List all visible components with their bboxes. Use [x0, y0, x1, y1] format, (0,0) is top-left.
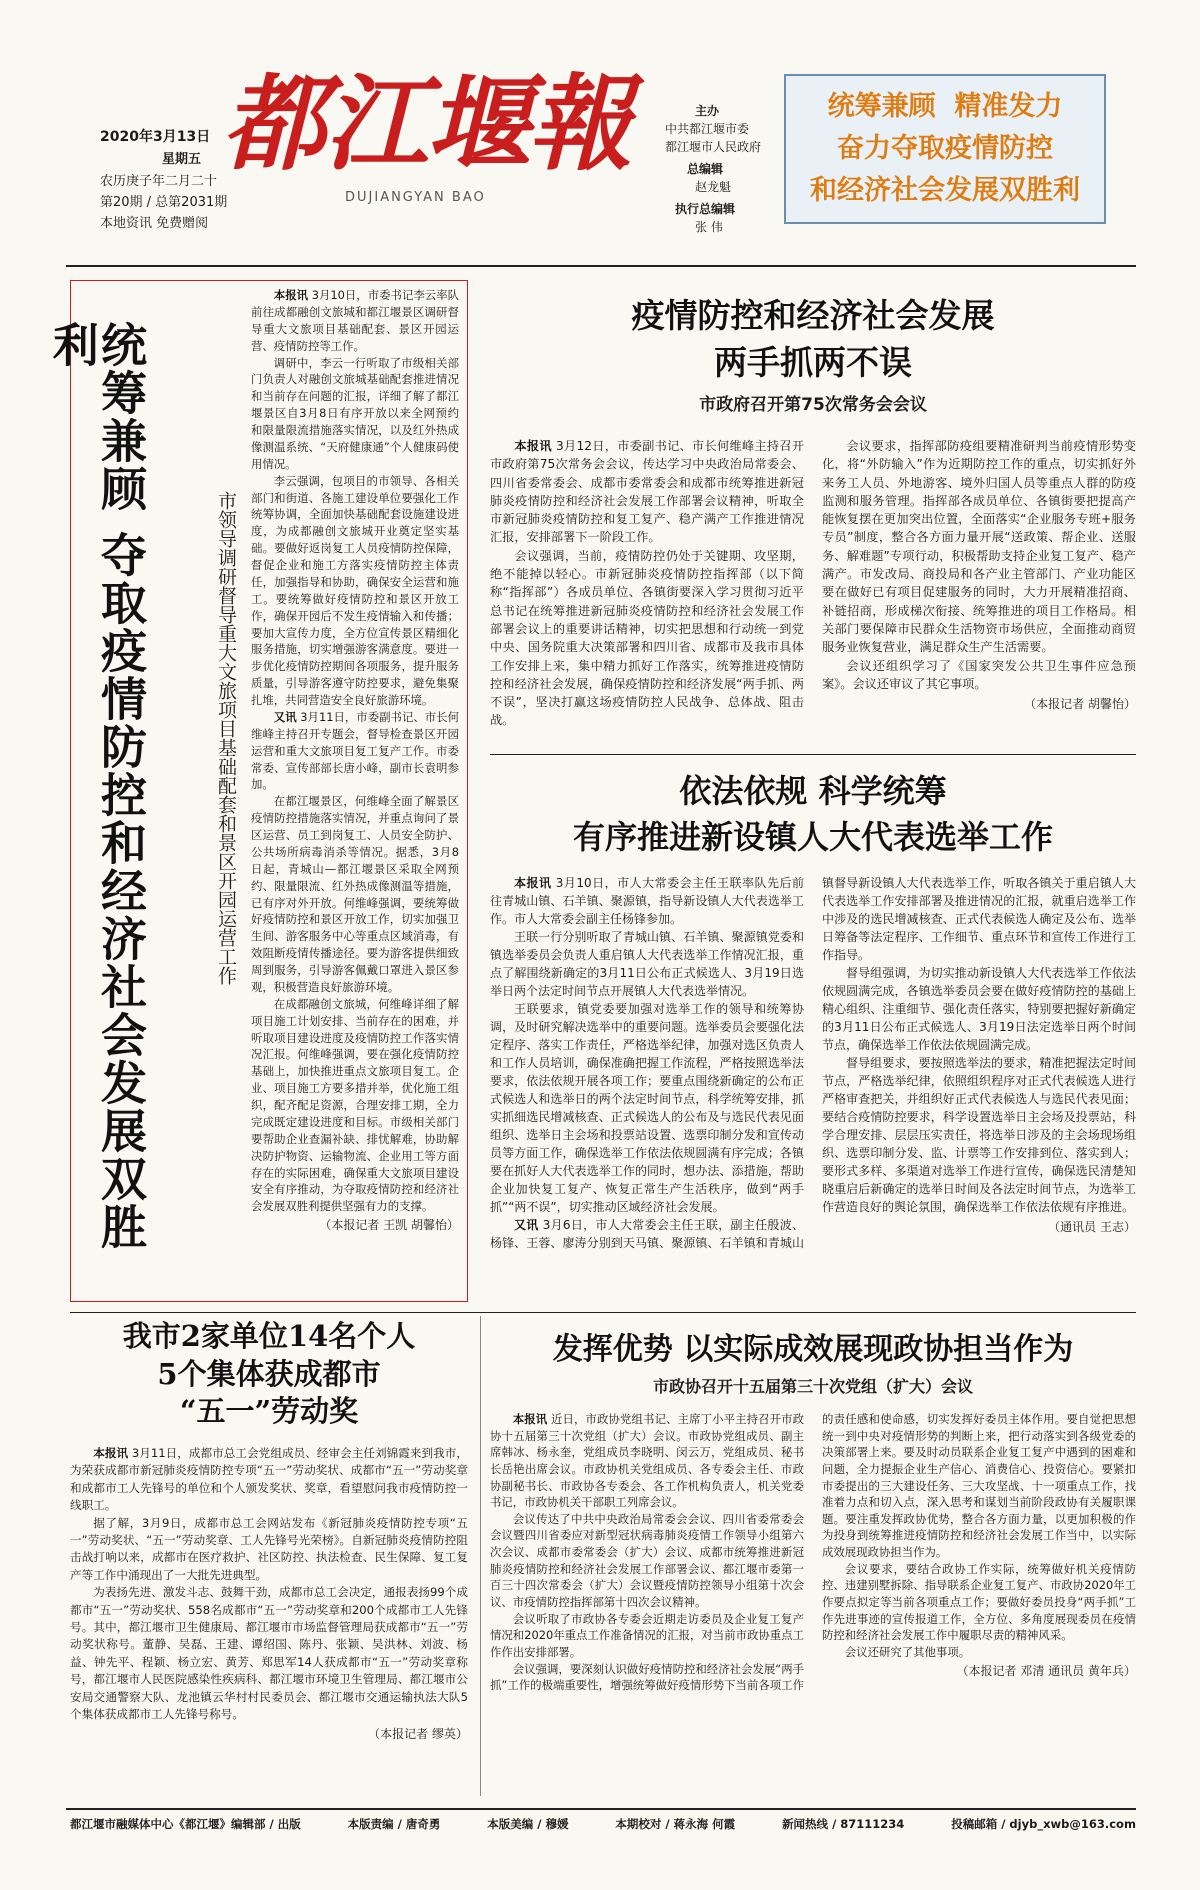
article-3-para: 王联要求，镇党委要加强对选举工作的领导和统筹协调，及时研究解决选举中的重要问题。选举委员会要强化法定程序、落实工作责任，严格选举纪律，加强对选区负责人和工作人员培训，确保准确把握工作流程，严格按照选举法要求，依法依规开展各项工作；要重点围绕新确定的公布正式候选人和选举日的两个法定时间节点，科学统筹安排，抓实抓细选民增减核查、正式候选人的公布及与选民代表见面组织、选举日主会场和投票站设置、选票印制分发和宣传动员等方面工作，确保选举工作依法依规圆满有序完成；各镇要在抓好人大代表选举工作的同时，想办法、添措施，帮助企业加快复工复产、恢复正常生产生活秩序，做到“两手抓”“两不误”，切实推动区域经济社会发展。 — [490, 1002, 804, 1214]
exec-editor-label: 执行总编辑 — [675, 202, 736, 216]
article-1-para: 在成都融创文旅城，何维峰详细了解项目施工计划安排、当前存在的困难，并听取项目建设进度及疫情防控工作落实情况汇报。何维峰强调，要在强化疫情防控基础上，加快推进重点文旅项目复工。企业、项目施工方要多措并举，优化施工组织，配齐配足资源，合理安排工期，全力完成既定建设进度和目标。市级相关部门要帮助企业查漏补缺、排忧解难，协助解决防护物资、运输物流、企业用工等方面存在的实际困难，确保重大文旅项目建设安全有序推动，为夺取疫情防控和经济社会发展双胜利提供坚强有力的支撑。 — [251, 996, 459, 1214]
footer-editor: 本版责编 / 唐奇勇 — [347, 1817, 441, 1831]
article-1-para: 又讯 3月11日，市委副书记、市长何维峰主持召开专题会，督导检查景区开园运营和重大文旅项目复工复产工作。市委常委、宣传部部长唐小峰，副市长袁明参加。 — [251, 709, 459, 792]
article-cppcc-meeting — [490, 1318, 1136, 1798]
article-2-body — [490, 437, 1136, 789]
article-2-byline: （本报记者 胡馨怡） — [1024, 697, 1136, 712]
issue-date: 2020年3月13日 — [100, 129, 211, 145]
article-3-para: 王联一行分别听取了青城山镇、石羊镇、聚源镇党委和镇选举委员会负责人重启镇人大代表选举工作情况汇报，重点了解围绕新确定的3月11日公布正式候选人、3月19日选举日两个法定时间节点开展镇人大代表选举情况。 — [490, 930, 804, 998]
article-3-title-line-1: 依法依规 科学统筹 — [679, 772, 947, 810]
article-5-para: 会议要求，要结合政协工作实际，统筹做好机关疫情防控、违建别墅拆除、指导联系企业复工复产、市政协2020年工作要点拟定等当前各项重点工作；要做好委员投身“两手抓”工作先进事迹的宣传报道工作，全方位、多角度展现委员在疫情防控和经济社会发展工作中履职尽责的精神风采。 — [822, 1561, 1136, 1643]
article-3-para: 督导组要求，要按照选举法的要求，精准把握法定时间节点，严格选举纪律，依照组织程序对正式代表候选人进行严格审查把关，并组织好正式代表候选人与选民代表见面；要结合疫情防控要求，科学设置选举日主会场及投票站，科学合理安排、层层压实责任，将选举日涉及的主会场现场组织、选票印制分发、监、计票等工作安排到位、落实到人；要形式多样、多渠道对选举工作进行宣传，确保选民清楚知晓重启后新确定的选举日时间及各法定时间节点，为选举工作营造良好的舆论氛围，确保选举工作依法依规有序推进。 — [822, 1056, 1136, 1214]
issue-number: 第20期 / 总第2031期 — [100, 194, 228, 210]
sponsor-2: 都江堰市人民政府 — [665, 140, 762, 154]
masthead-rule — [66, 265, 1136, 267]
article-5-body — [490, 1411, 1136, 1791]
article-3-title-line-2: 有序推进新设镇人大代表选举工作 — [572, 818, 1053, 856]
article-4-body — [70, 1445, 468, 1743]
article-2-subtitle: 市政府召开第75次常务会会议 — [699, 395, 927, 415]
article-3-para: 督导组强调，为切实推动新设镇人大代表选举工作依法依规圆满完成，各镇选举委员会要在做好疫情防控的基础上精心组织、注重细节、强化责任落实，特别要把握好新确定的3月11日公布正式候选人、3月19日法定选举日两个时间节点，确保选举工作依法依规圆满完成。 — [822, 966, 1136, 1052]
article-1-para: 调研中，李云一行听取了市级相关部门负责人对融创文旅城基础配套推进情况和当前存在问题的汇报，详细了解了都江堰景区自3月8日有序开放以来全网预约和限量限流措施落实情况，以及红外热成像测温系统、“天府健康通”个人健康码使用情况。 — [251, 355, 459, 471]
article-2-para: 会议要求，指挥部防疫组要精准研判当前疫情形势变化，将“外防输入”作为近期防控工作的重点，切实抓好外来务工人员、外地游客、境外归国人员等重点人群的防疫监测和服务管理。指挥部各成员单位、各镇街要把提高产能恢复摆在更加突出位置，全面落实“企业服务专班+服务专员”制度，整合各方面力量开展“送政策、帮企业、送服务、解难题”专项行动，积极帮助支持企业复工复产、稳产满产。市发改局、商投局和各产业主管部门、产业功能区要在做好已有项目促建服务的同时，大力开展精准招商、补链招商，形成梯次衔接、统筹推进的项目工作格局。相关部门要保障市民群众生活物资市场供应，全面推动商贸服务业恢复营业，满足群众生产生活需要。 — [822, 439, 1136, 655]
article-4-title-line-1: 我市2家单位14名个人 — [122, 1319, 416, 1353]
divider — [70, 1312, 1136, 1313]
article-5-para: 本报讯 近日，市政协党组书记、主席丁小平主持召开市政协十五届第三十次党组（扩大）会议。市政协党组成员、副主席韩冰、杨永奎，党组成员李晓明、闵云万，党组成员、秘书长岳艳出席会议。市政协机关党组成员、各专委会主任、市政协副秘书长、市政协各专委会、各工作机构负责人，机关党委书记，市政协机关干部职工列席会议。 — [490, 1412, 804, 1510]
lunar-date: 农历庚子年二月二十 — [100, 173, 218, 189]
article-4-para: 据了解，3月9日，成都市总工会网站发布《新冠肺炎疫情防控专项“五一”劳动奖状、“五一”劳动奖章、工人先锋号光荣榜》。自新冠肺炎疫情防控阻击战打响以来，成都市在医疗救护、社区防控、执法检查、民生保障、复工复产等工作中涌现出了一大批先进典型。 — [70, 1515, 468, 1582]
footer-designer: 本版美编 / 穆媛 — [487, 1817, 569, 1831]
article-4-title-line-3: “五一”劳动奖 — [179, 1394, 359, 1429]
article-5-para: 会议还研究了其他事项。 — [844, 1644, 971, 1659]
article-5-para: 会议强调，要深刻认识做好疫情防控和经济社会发展“两手抓”工作的极端重要性，增强统筹做好疫情形势下当前各项工作的责任感和使命感，切实发挥好委员主体作用。要自觉把思想统一到中央对疫情形势的判断上来，把行动落实到各级党委的决策部署上来。要及时动员联系企业复工复产中遇到的困难和问题，全力提振企业生产信心、消费信心、投资信心。要紧扣市委提出的三大建设任务、三大攻坚战、十一项重点工作，找准着力点和切入点，深入思考和谋划当前阶段政协有关履职课题。要注重发挥政协优势，整合各方面力量，以更加积极的作为投身到统筹推进疫情防控和经济社会发展工作当中，以实际成效展现政协担当作为。 — [490, 1412, 1136, 1693]
article-2-title-line-2: 两手抓两不误 — [714, 343, 912, 382]
editor-label: 总编辑 — [687, 162, 724, 176]
article-2-title-line-1: 疫情防控和经济社会发展 — [631, 296, 995, 335]
article-leadership-inspection — [45, 280, 468, 1302]
issue-note: 本地资讯 免费赠阅 — [100, 216, 209, 232]
footer-proofreader: 本期校对 / 蒋永海 何霞 — [615, 1817, 736, 1831]
slogan-line-3: 和经济社会发展双胜利 — [810, 174, 1080, 206]
article-2-para: 会议还组织学习了《国家突发公共卫生事件应急预案》。会议还审议了其它事项。 — [822, 658, 1136, 691]
article-5-para: 会议传达了中共中央政治局常委会会议、四川省委常委会会议暨四川省委应对新型冠状病毒肺炎疫情工作领导小组第六次会议、成都市委常委会（扩大）会议、成都市统筹推进新冠肺炎疫情防控和经济社会发展工作部署会议、都江堰市委第一百三十四次常委会（扩大）会议暨疫情防控领导小组第十次会议、市疫情防控指挥部第十四次会议精神。 — [490, 1511, 804, 1610]
article-5-subtitle: 市政协召开十五届第三十次党组（扩大）会议 — [652, 1377, 973, 1396]
article-5-title: 发挥优势 以实际成效展现政协担当作为 — [552, 1332, 1074, 1367]
article-5-para: 会议听取了市政协各专委会近期走访委员及企业复工复产情况和2020年重点工作准备情况的汇报，对当前市政协重点工作作出安排部署。 — [490, 1611, 804, 1659]
exec-editor-name: 张 伟 — [695, 220, 723, 234]
article-5-byline: （本报记者 邓清 通讯员 黄年兵） — [956, 1663, 1136, 1678]
article-3-para: 又讯 3月6日，市人大常委会主任王联，副主任殷波、杨锋、王蓉、廖涛分别到天马镇、聚源镇、石羊镇和青城山镇督导新设镇人大代表选举工作，听取各镇关于重启镇人大代表选举工作安排部署及推进情况的汇报，就重启选举工作中涉及的选民增减核查、正式代表候选人确定及公布、选举日筹备等法定程序、工作细节、重点环节和宣传工作进行工作指导。 — [490, 876, 1136, 1250]
article-1-para: 李云强调，包项目的市领导、各相关部门和街道、各施工建设单位要强化工作统筹协调，全面加快基础配套设施建设进度，为成都融创文旅城开业奠定坚实基础。要做好返岗复工人员疫情防控保障，督促企业和施工方落实疫情防控主体责任，加强指导和协助，确保安全运营和施工。要统筹做好疫情防控和景区开放工作，确保开园后不发生疫情输入和传播；要加大宣传力度，全方位宣传景区精细化服务措施，切实增强游客满意度。要进一步优化疫情防控期间各项服务，提升服务质量，引导游客遵守防控要求，避免集聚扎堆，共同营造安全良好旅游环境。 — [251, 473, 459, 707]
slogan-line-1: 统筹兼顾 精准发力 — [827, 91, 1063, 122]
article-3-body — [490, 874, 1136, 1314]
footer-email: 投稿邮箱 / djyb_xwb@163.com — [951, 1817, 1136, 1831]
footer-publisher: 都江堰市融媒体中心《都江堰》编辑部 / 出版 — [70, 1817, 301, 1831]
footer — [70, 1816, 1136, 1840]
sponsor-block — [665, 102, 775, 236]
article-2-para: 本报讯 3月12日，市委副书记、市长何维峰主持召开市政府第75次常务会会议，传达学习中央政治局常委会、四川省委常委会、成都市委常委会和成都市统筹推进新冠肺炎疫情防控和经济社会发展工作部署会议精神，听取全市新冠肺炎疫情防控和复工复产、稳产满产工作推进情况汇报，安排部署下一阶段工作。 — [490, 439, 805, 545]
article-1-byline: （本报记者 王凯 胡馨怡） — [319, 1218, 459, 1233]
slogan-line-2: 奋力夺取疫情防控 — [837, 132, 1053, 164]
sponsor-1: 中共都江堰市委 — [665, 122, 750, 136]
article-1-subtitle: 市领导调研督导重大文旅项目基础配套和景区开园运营工作 — [215, 491, 237, 985]
article-4-para: 本报讯 3月11日，成都市总工会党组成员、经审会主任刘锦霞来到我市，为荣获成都市新冠肺炎疫情防控专项“五一”劳动奖状、成都市“五一”劳动奖章和成都市工人先锋号的单位和个人颁发奖状、奖章，看望慰问我市疫情防控一线职工。 — [70, 1446, 468, 1513]
article-government-meeting — [490, 280, 1136, 750]
article-4-byline: （本报记者 缪英） — [368, 1727, 468, 1742]
article-election-work — [490, 762, 1136, 1308]
article-1-para: 本报讯 3月10日，市委书记李云率队前往成都融创文旅城和都江堰景区调研督导重大文旅项目基础配套、景区开园运营、疫情防控等工作。 — [251, 288, 459, 353]
divider — [490, 754, 1136, 755]
sponsor-label: 主办 — [695, 104, 720, 118]
footer-rule — [66, 1808, 1136, 1810]
footer-hotline: 新闻热线 / 87111234 — [782, 1817, 905, 1831]
article-4-title-line-2: 5个集体获成都市 — [157, 1356, 381, 1391]
editor-name: 赵龙魁 — [695, 180, 732, 194]
issue-weekday: 星期五 — [162, 152, 202, 168]
newspaper-title: 都江堰報 — [222, 62, 631, 185]
slogan-box — [784, 74, 1106, 224]
masthead — [0, 60, 1200, 234]
article-1-para: 在都江堰景区，何维峰全面了解景区疫情防控措施落实情况，并重点询问了景区运营、员工到岗复工、人员安全防护、公共场所病毒消杀等情况。据悉，3月8日起，青城山—都江堰景区采取全网预约、限量限流、红外热成像测温等措施，已有序对外开放。何维峰强调，要统筹做好疫情防控和景区开放工作，切实加强卫生间、游客服务中心等重点区域消毒，有效阻断疫情传播途径。要为游客提供细致周到服务，引导游客佩戴口罩进入景区参观，积极营造良好旅游环境。 — [251, 794, 459, 994]
article-4-para: 为表扬先进、激发斗志、鼓舞干劲，成都市总工会决定，通报表扬99个成都市“五一”劳动奖状、558名成都市“五一”劳动奖章和200个成都市工人先锋号。其中，都江堰市卫生健康局、都江堰市市场监督管理局获成都市“五一”劳动奖状称号。董静、吴磊、王建、谭绍国、陈丹、张颖、吴洪林、刘波、杨益、钟先平、程颖、杨立宏、黄芳、郑思军14人获成都市“五一”劳动奖章称号，都江堰市人民医院感染性疾病科、都江堰市环境卫生管理局、都江堰市公安局交通警察大队、龙池镇云华村村民委员会、都江堰市交通运输执法大队5个集体获成都市工人先锋号称号。 — [70, 1585, 468, 1721]
article-2-para: 会议强调，当前，疫情防控仍处于关键期、攻坚期，绝不能掉以轻心。市新冠肺炎疫情防控指挥部（以下简称“指挥部”）各成员单位、各镇街要深入学习贯彻习近平总书记在统筹推进新冠肺炎疫情防控和经济社会发展工作部署会议上的重要讲话精神，切实把思想和行动统一到党中央、国务院重大决策部署和四川省、成都市及我市具体工作安排上来，集中精力抓好工作落实，统筹推进疫情防控和经济社会发展，确保疫情防控和经济发展“两手抓、两不误”，坚决打赢这场疫情防控人民战争、总体战、阻击战。 — [490, 548, 804, 728]
masthead-info — [100, 126, 230, 235]
newspaper-pinyin: DUJIANGYAN BAO — [345, 190, 486, 205]
article-3-byline: （通讯员 王志） — [1048, 1220, 1136, 1234]
column-divider — [480, 1316, 481, 1796]
article-1-body — [251, 287, 459, 1235]
article-3-para: 本报讯 3月10日，市人大常委会主任王联率队先后前往青城山镇、石羊镇、聚源镇，指导新设镇人大代表选举工作。市人大常委会副主任杨锋参加。 — [490, 876, 804, 926]
article-labor-awards — [70, 1318, 468, 1798]
article-1-title: 统筹兼顾 夺取疫情防控和经济社会发展双胜利 — [45, 321, 148, 1252]
